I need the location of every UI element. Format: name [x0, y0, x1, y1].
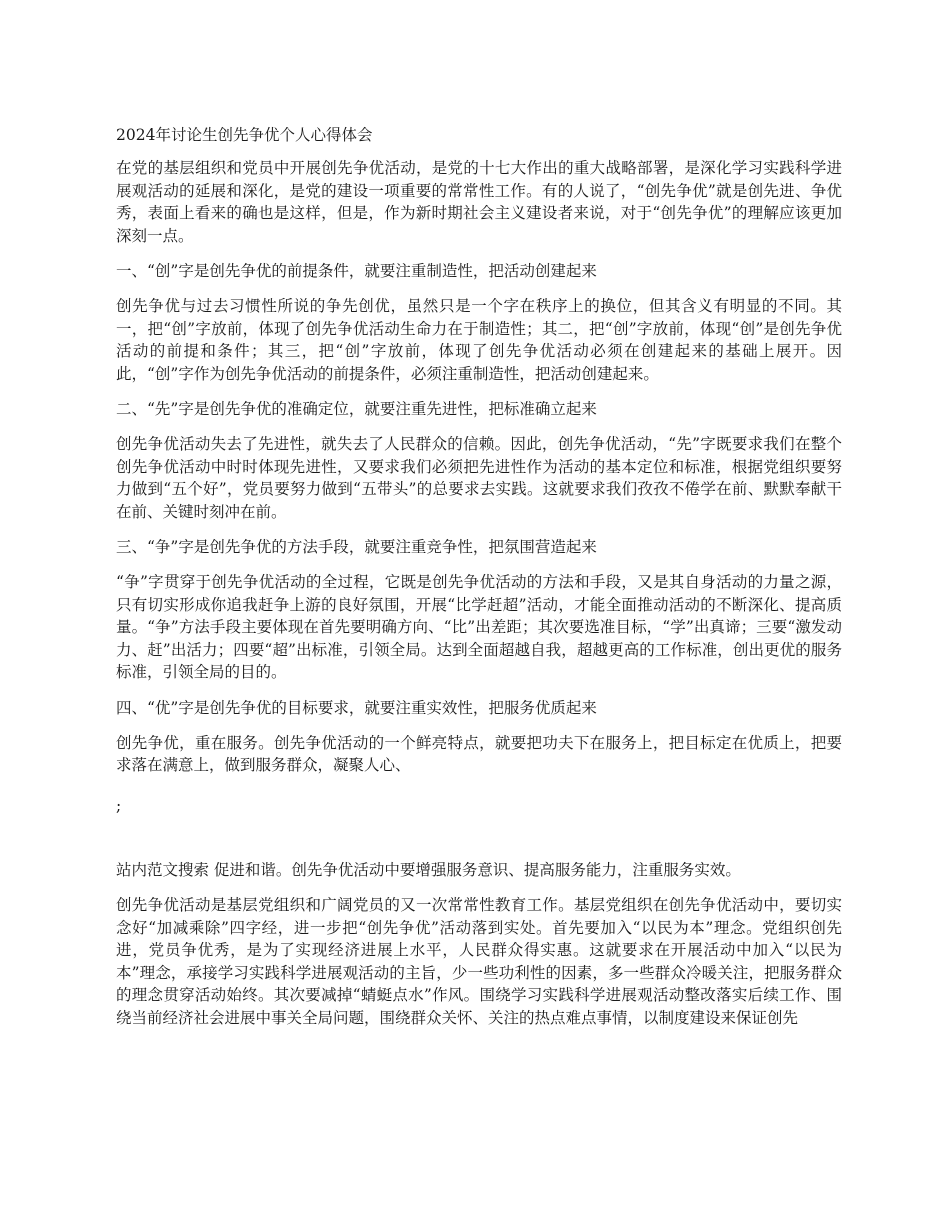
intro-paragraph: 在党的基层组织和党员中开展创先争优活动，是党的十七大作出的重大战略部署，是深化学习实践科学进展观活动的延展和深化，是党的建设一项重要的常常性工作。有的人说了，“创先争优”就是创先进、争优秀，表面上看来的确也是这样，但是，作为新时期社会主义建设者来说，对于“创先争优”的理解应该更加深刻一点。: [116, 159, 842, 245]
page-break-gap: [116, 817, 842, 859]
stray-semicolon: ;: [116, 796, 122, 815]
section-3-paragraph: “争”字贯穿于创先争优活动的全过程，它既是创先争优活动的方法和手段，又是其自身活动的力量之源，只有切实形成你追我赶争上游的良好氛围，开展“比学赶超”活动，才能全面推动活动的不断深化、提高质量。“争”方法手段主要体现在首先要明确方向、“比”出差距；其次要选准目标，“学”出真谛；三要“激发动力、赶”出活力；四要“超”出标准，引领全局。达到全面超越自我，超越更高的工作标准，创出更优的服务标准，引领全局的目的。: [116, 573, 842, 681]
section-1-heading: 一、“创”字是创先争优的前提条件，就要注重制造性，把活动创建起来: [116, 262, 597, 280]
section-2-heading: 二、“先”字是创先争优的准确定位，就要注重先进性，把标准确立起来: [116, 400, 597, 418]
document-title: 2024年讨论生创先争优个人心得体会: [116, 126, 373, 144]
section-2-paragraph: 创先争优活动失去了先进性，就失去了人民群众的信赖。因此，创先争优活动，“先”字既要求我们在整个创先争优活动中时时体现先进性，又要求我们必须把先进性作为活动的基本定位和标准，根据党组织要努力做到“五个好”，党员要努力做到“五带头”的总要求去实践。这就要求我们孜孜不倦学在前、默默奉献干在前、关键时刻冲在前。: [116, 435, 842, 521]
section-3-heading: 三、“争”字是创先争优的方法手段，就要注重竞争性，把氛围营造起来: [116, 538, 597, 556]
section-4-heading: 四、“优”字是创先争优的目标要求，就要注重实效性，把服务优质起来: [116, 698, 597, 717]
document-page: [116, 124, 842, 1042]
continuation-paragraph: 站内范文搜索 促进和谐。创先争优活动中要增强服务意识、提高服务能力，注重服务实效。: [116, 860, 741, 879]
final-paragraph: 创先争优活动是基层党组织和广阔党员的又一次常常性教育工作。基层党组织在创先争优活动中，要切实念好“加减乘除”四字经，进一步把“创先争优”活动落到实处。首先要加入“以民为本”理念。党组织创先进，党员争优秀，是为了实现经济进展上水平，人民群众得实惠。这就要求在开展活动中加入“以民为本”理念，承接学习实践科学进展观活动的主旨，少一些功利性的因素，多一些群众冷暖关注，把服务群众的理念贯穿活动始终。其次要减掉“蜻蜓点水”作风。围绕学习实践科学进展观活动整改落实后续工作、围绕当前经济社会进展中事关全局问题，围绕群众关怀、关注的热点难点事情，以制度建设来保证创先: [116, 896, 842, 1027]
section-1-paragraph: 创先争优与过去习惯性所说的争先创优，虽然只是一个字在秩序上的换位，但其含义有明显的不同。其一，把“创”字放前，体现了创先争优活动生命力在于制造性；其二，把“创”字放前，体现“创”是创先争优活动的前提和条件；其三，把“创”字放前，体现了创先争优活动必须在创建起来的基础上展开。因此，“创”字作为创先争优活动的前提条件，必须注重制造性，把活动创建起来。: [116, 297, 842, 383]
section-4-paragraph: 创先争优，重在服务。创先争优活动的一个鲜亮特点，就要把功夫下在服务上，把目标定在优质上，把要求落在满意上，做到服务群众，凝聚人心、: [116, 733, 842, 774]
